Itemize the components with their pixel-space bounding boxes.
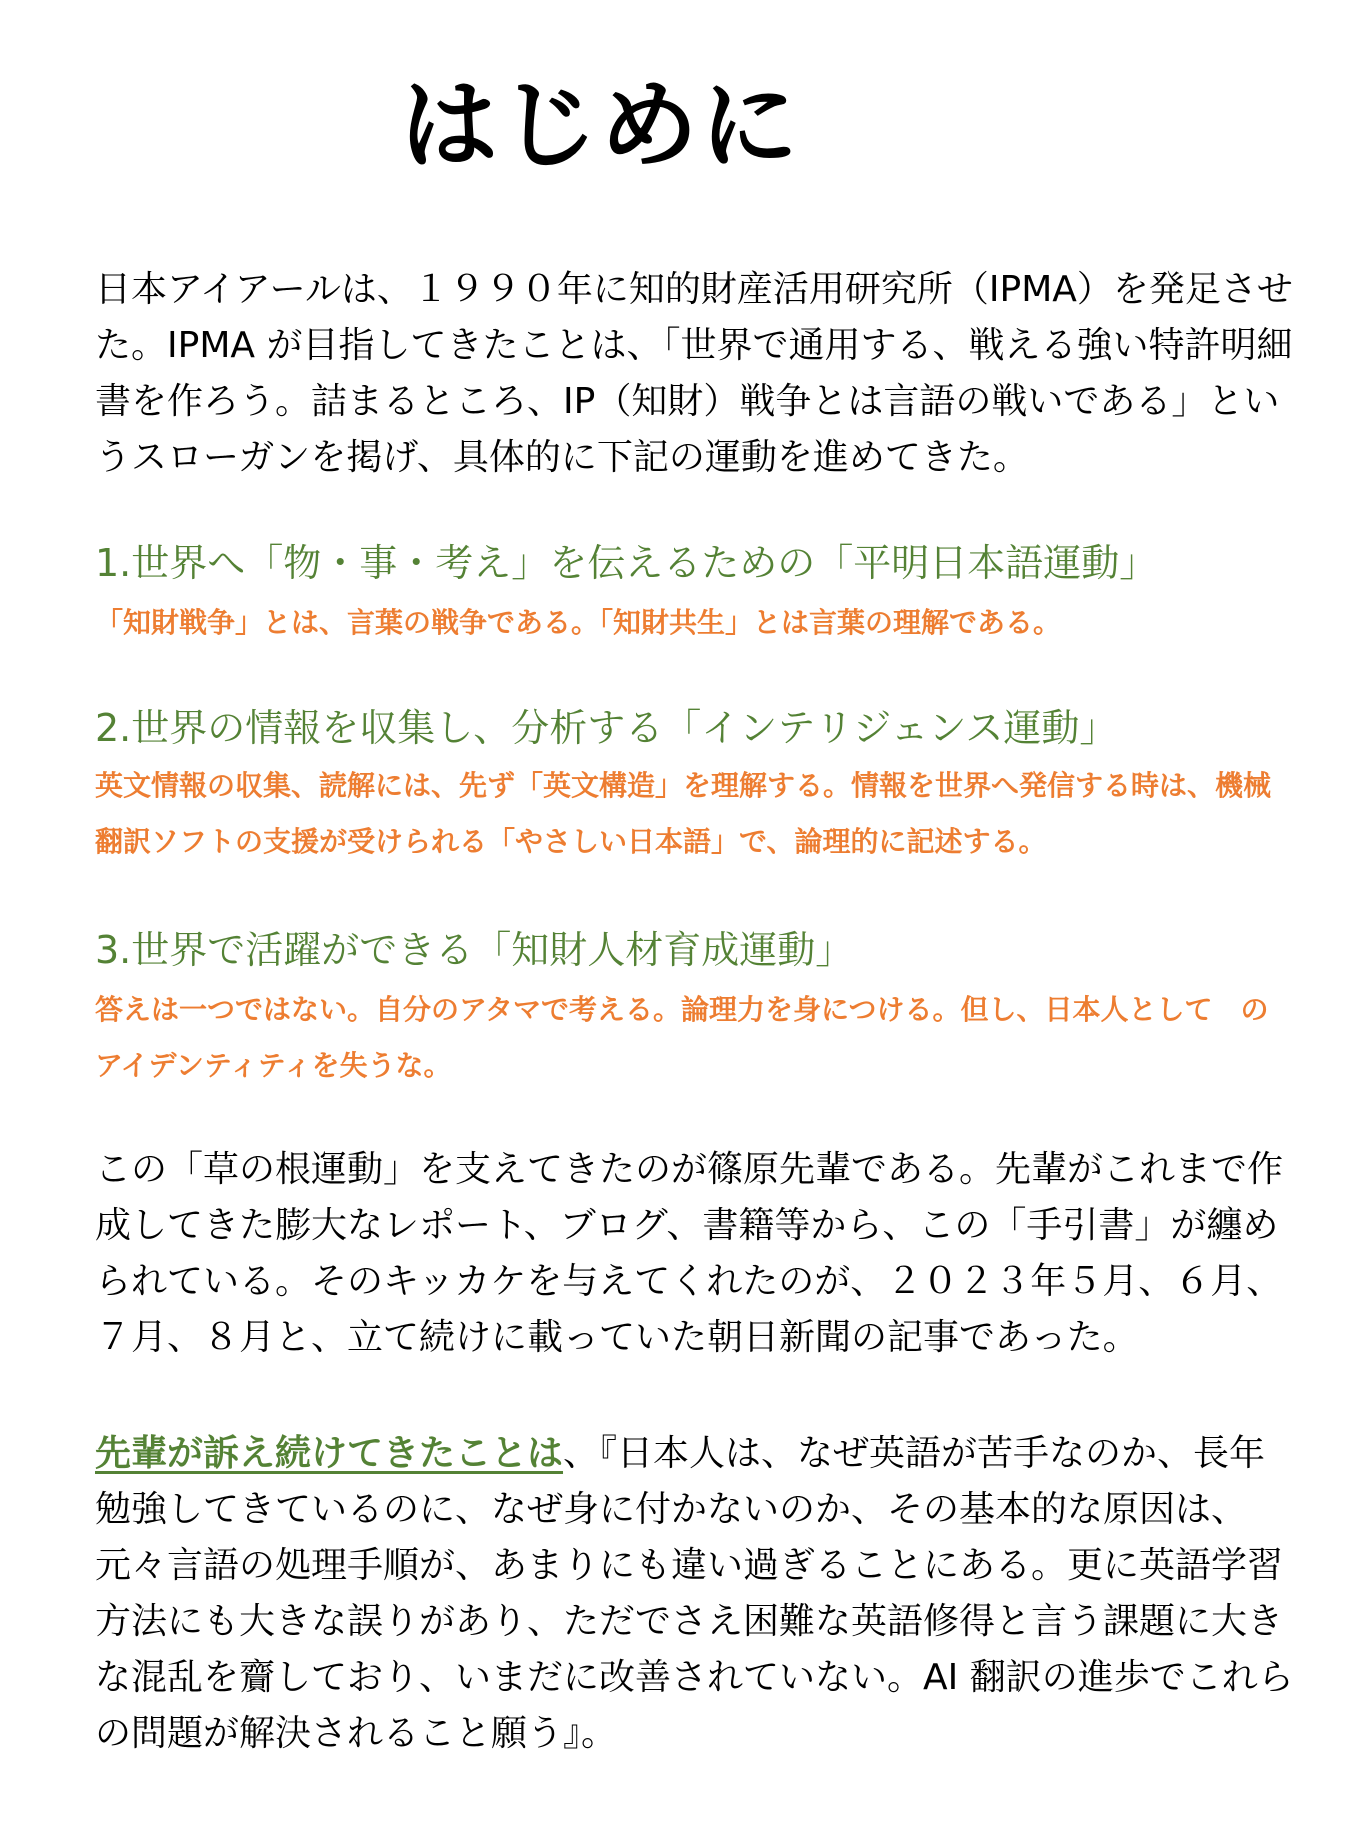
- movement-heading-1: 1.世界へ「物・事・考え」を伝えるための「平明日本語運動」: [95, 541, 1158, 585]
- movement-heading-2: 2.世界の情報を収集し、分析する「インテリジェンス運動」: [95, 706, 1118, 750]
- movement-description-1: 「知財戦争」とは、言葉の戦争である。「知財共生」とは言葉の理解である。: [95, 606, 1062, 639]
- movement-description-2: 英文情報の収集、読解には、先ず「英文構造」を理解する。情報を世界へ発信する時は、機械翻訳ソフトの支援が受けられる「やさしい日本語」で、論理的に記述する。: [95, 769, 1272, 858]
- intro-paragraph: 日本アイアールは、１９９０年に知的財産活用研究所（IPMA）を発足させた。IPMA が目指してきたことは、「世界で通用する、戦える強い特許明細書を作ろう。詰まるところ、IP（知財）戦争とは言語の戦いである」というスローガンを掲げ、具体的に下記の運動を進めてきた。: [95, 269, 1293, 478]
- page-title: はじめに: [400, 69, 801, 183]
- message-lead: 先輩が訴え続けてきたことは: [95, 1433, 564, 1474]
- message-paragraph: [95, 1426, 1295, 1762]
- message-quote: 、『日本人は、なぜ英語が苦手なのか、長年勉強してきているのに、なぜ身に付かないのか、その基本的な原因は、元々言語の処理手順が、あまりにも違い過ぎることにある。更に英語学習方法にも大きな誤りがあり、ただでさえ困難な英語修得と言う課題に大きな混乱を齎しており、いまだに改善されていない。AI 翻訳の進歩でこれらの問題が解決されること願う』。: [95, 1433, 1294, 1754]
- movement-heading-3: 3.世界で活躍ができる「知財人材育成運動」: [95, 928, 854, 972]
- support-paragraph: この「草の根運動」を支えてきたのが篠原先輩である。先輩がこれまで作成してきた膨大なレポート、ブログ、書籍等から、この「手引書」が纏められている。そのキッカケを与えてくれたのが、２０２３年５月、６月、７月、８月と、立て続けに載っていた朝日新聞の記事であった。: [95, 1149, 1284, 1358]
- movement-description-3: 答えは一つではない。自分のアタマで考える。論理力を身につける。但し、日本人として のアイデンティティを失うな。: [95, 993, 1269, 1082]
